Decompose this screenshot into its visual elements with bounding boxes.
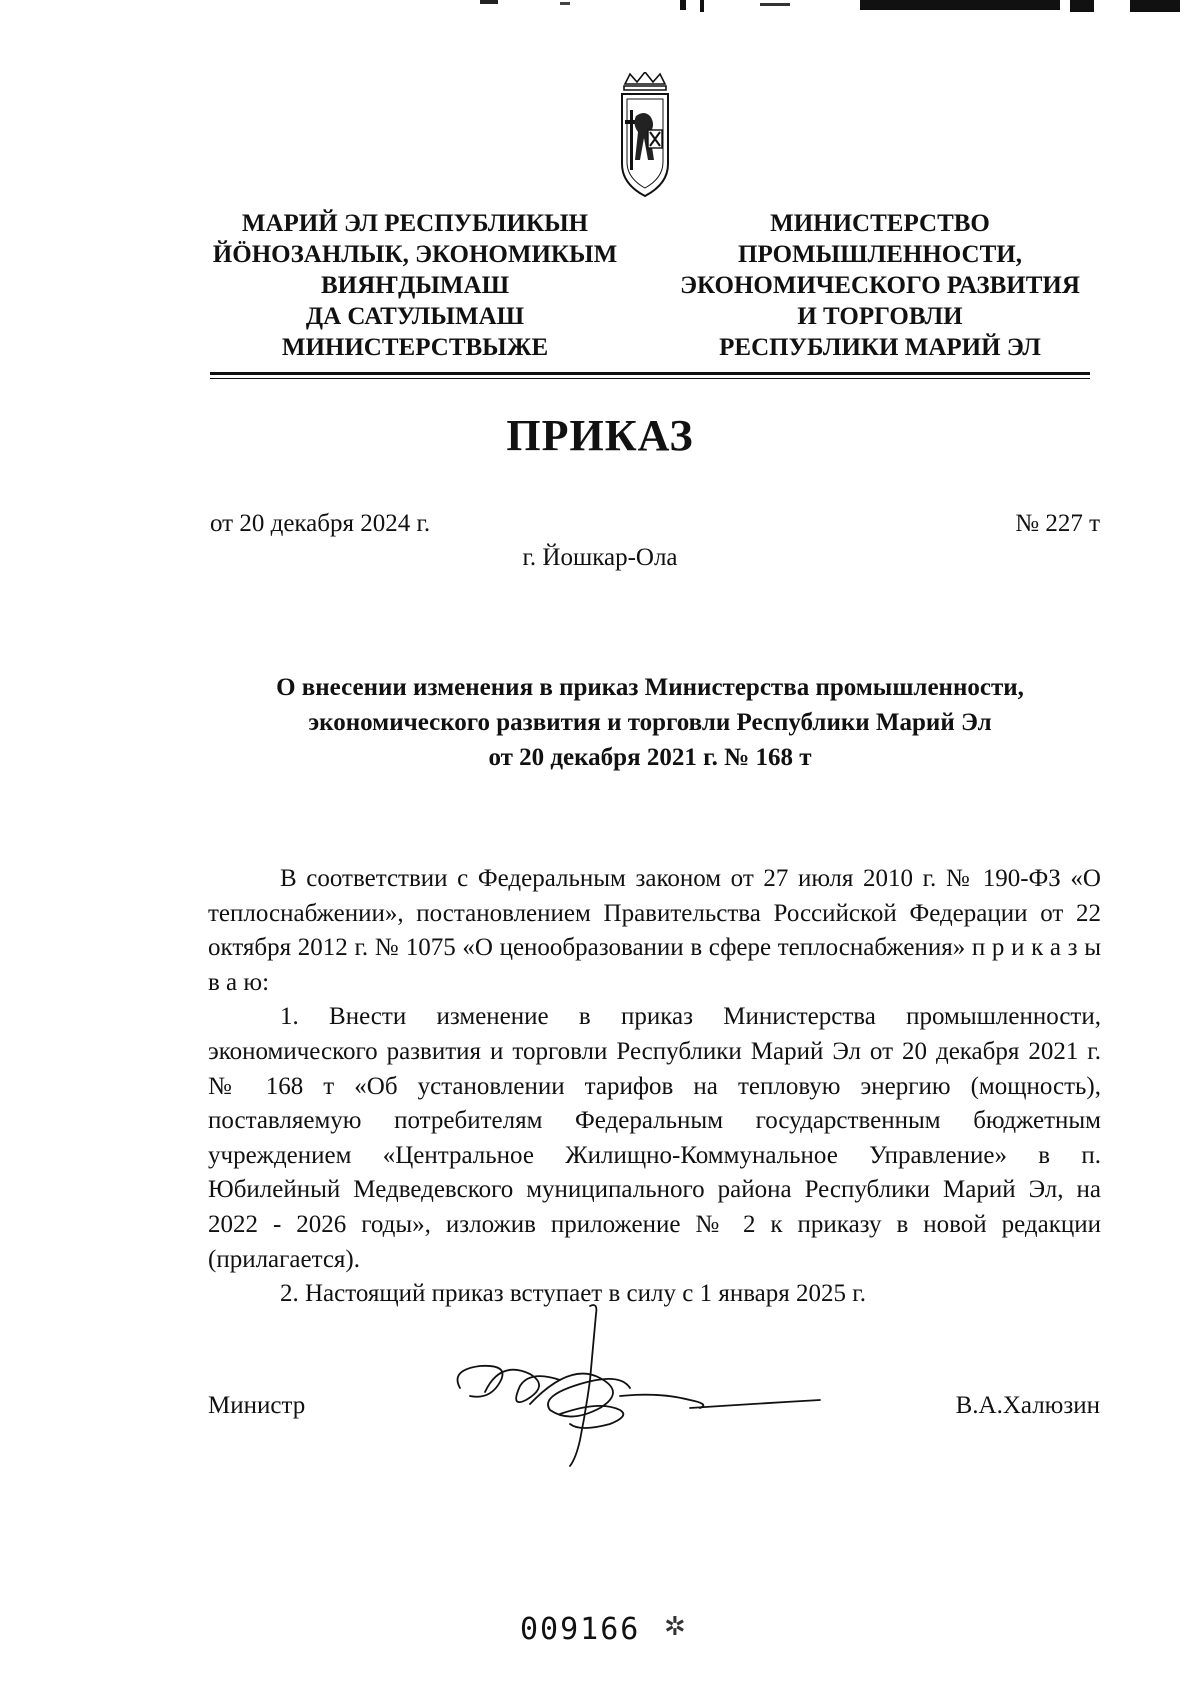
header-left-line: ЙӦНОЗАНЛЫК, ЭКОНОМИКЫМ xyxy=(212,241,618,268)
coat-of-arms-emblem-icon xyxy=(610,72,680,202)
header-divider-thick xyxy=(210,372,1090,375)
document-city: г. Йошкар-Ола xyxy=(522,544,678,571)
ministry-name-mari xyxy=(195,208,635,363)
header-left-line: ДА САТУЛЫМАШ xyxy=(305,303,525,330)
header-left-line: МИНИСТЕРСТВЫЖЕ xyxy=(281,334,549,361)
document-type-title: ПРИКАЗ xyxy=(506,411,694,460)
subject-line: О внесении изменения в приказ Министерства промышленности, xyxy=(276,674,1024,701)
handwritten-signature xyxy=(430,1300,890,1470)
body-item-2: 2. Настоящий приказ вступает в силу с 1 января 2025 г. xyxy=(280,1280,866,1308)
header-right-line: РЕСПУБЛИКИ МАРИЙ ЭЛ xyxy=(719,334,1041,361)
header-right-line: ПРОМЫШЛЕННОСТИ, xyxy=(738,241,1022,268)
document-date: от 20 декабря 2024 г. xyxy=(210,510,431,537)
serial-number: 009166 xyxy=(520,1612,641,1647)
document-number: № 227 т xyxy=(1015,510,1100,537)
body-preamble: В соответствии с Федеральным законом от 27 июля 2010 г. № 190-ФЗ «О теплоснабжении», постановлением Правительства Российской Федерации от 22 октября 2012 г. № 1075 «О ценообразовании в сфере теплоснабжения» п р и к а з ы в а ю: xyxy=(208,865,1101,996)
asterisk-mark-icon: ✲ xyxy=(664,1612,686,1641)
ministry-name-russian xyxy=(660,208,1100,363)
header-right-line: МИНИСТЕРСТВО xyxy=(770,210,990,237)
scan-artifact-strip xyxy=(0,0,1200,16)
header-divider-thin xyxy=(210,378,1090,379)
header-right-line: И ТОРГОВЛИ xyxy=(797,303,963,330)
signatory-position: Министр xyxy=(208,1392,306,1419)
document-body xyxy=(208,862,1101,1312)
header-left-line: ВИЯҤДЫМАШ xyxy=(320,272,510,299)
header-right-line: ЭКОНОМИЧЕСКОГО РАЗВИТИЯ xyxy=(680,272,1080,299)
subject-line: экономического развития и торговли Республики Марий Эл xyxy=(308,709,992,736)
header-left-line: МАРИЙ ЭЛ РЕСПУБЛИКЫН xyxy=(241,210,589,237)
signatory-name: В.А.Халюзин xyxy=(955,1392,1100,1419)
document-subject xyxy=(180,670,1120,775)
body-item-1: 1. Внести изменение в приказ Министерства промышленности, экономического развития и торговли Республики Марий Эл от 20 декабря 2021 г. № 168 т «Об установлении тарифов на тепловую энергию (мощность), поставляемую потребителям Федеральным государственным бюджетным учреждением «Центральное Жилищно-Коммунальное Управление» в п. Юбилейный Медведевского муниципального района Республики Марий Эл, на 2022 - 2026 годы», изложив приложение № 2 к приказу в новой редакции (прилагается). xyxy=(208,1003,1101,1273)
subject-line: от 20 декабря 2021 г. № 168 т xyxy=(488,744,812,771)
